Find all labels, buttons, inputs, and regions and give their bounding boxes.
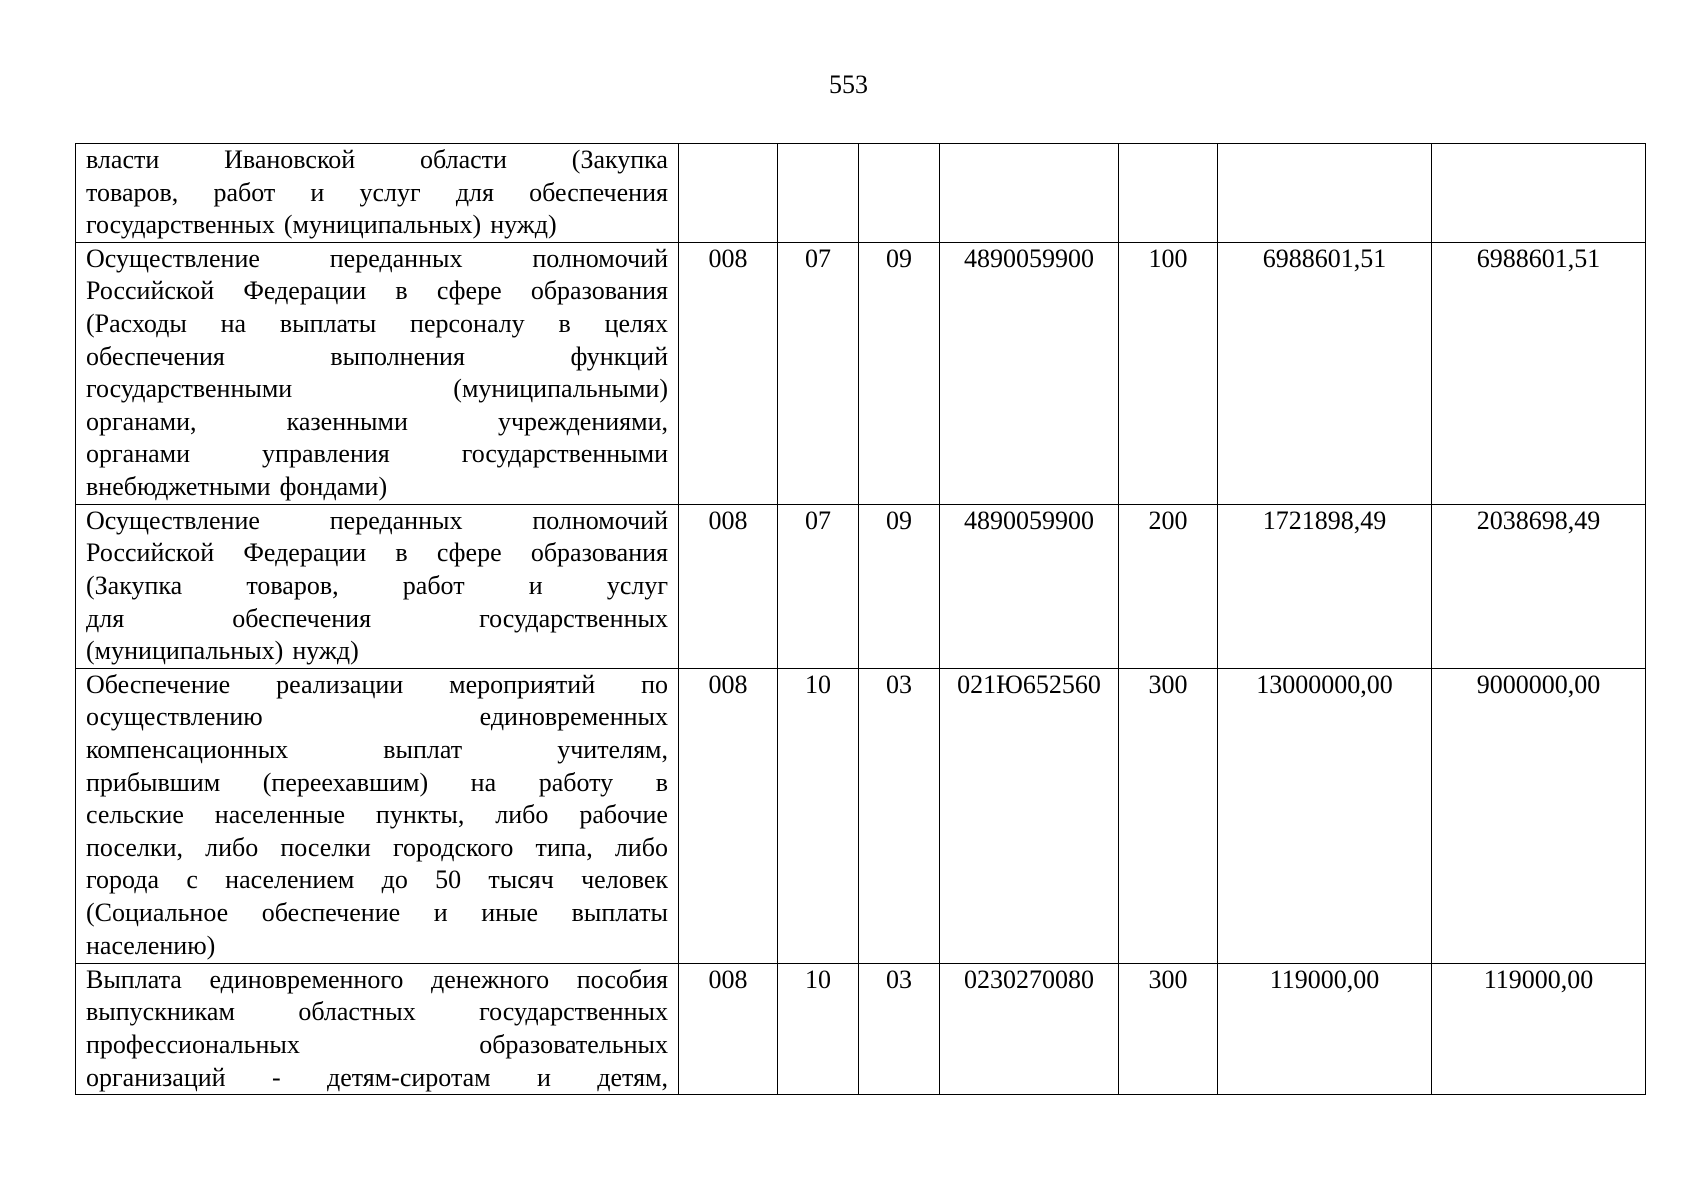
target-article-cell: 4890059900 [940,504,1119,668]
expense-type-cell: 300 [1119,668,1218,963]
description-line: профессиональных образовательных [86,1029,668,1059]
target-article-cell: 4890059900 [940,242,1119,504]
grbs-cell: 008 [679,668,778,963]
subsection-cell: 09 [859,242,940,504]
table-body [76,144,1646,1095]
description-line: компенсационных выплат учителям, [86,734,668,764]
subsection-cell: 03 [859,668,940,963]
description-cell [76,144,679,243]
table-row [76,504,1646,668]
description-line: государственных (муниципальных) нужд) [86,210,557,240]
description-line: Российской Федерации в сфере образования [86,538,668,568]
section-cell: 07 [778,504,859,668]
table-row [76,963,1646,1094]
description-line: сельские населенные пункты, либо рабочие [86,800,668,830]
target-article-cell [940,144,1119,243]
amount-year-1-cell: 1721898,49 [1218,504,1432,668]
description-line: (Расходы на выплаты персоналу в целях [86,308,668,338]
description-line: (муниципальных) нужд) [86,636,359,666]
description-line: обеспечения выполнения функций [86,341,668,371]
amount-year-2-cell [1432,144,1646,243]
description-line: Обеспечение реализации мероприятий по [86,669,668,699]
description-line: для обеспечения государственных [86,603,668,633]
description-line: Выплата единовременного денежного пособия [86,964,668,994]
section-cell: 10 [778,963,859,1094]
budget-table [75,143,1646,1095]
description-line: власти Ивановской области (Закупка [86,145,668,174]
page-number: 553 [829,70,868,99]
grbs-cell: 008 [679,242,778,504]
description-line: города с населением до 50 тысяч человек [86,865,668,895]
table-row [76,242,1646,504]
section-cell: 10 [778,668,859,963]
grbs-cell: 008 [679,963,778,1094]
amount-year-1-cell: 6988601,51 [1218,242,1432,504]
subsection-cell: 03 [859,963,940,1094]
description-cell [76,242,679,504]
amount-year-1-cell: 13000000,00 [1218,668,1432,963]
amount-year-2-cell: 119000,00 [1432,963,1646,1094]
target-article-cell: 021Ю652560 [940,668,1119,963]
section-cell: 07 [778,242,859,504]
description-line: государственными (муниципальными) [86,374,668,404]
amount-year-2-cell: 6988601,51 [1432,242,1646,504]
amount-year-1-cell: 119000,00 [1218,963,1432,1094]
grbs-cell [679,144,778,243]
description-line: органами управления государственными [86,439,668,469]
table-row [76,144,1646,243]
description-line: (Закупка товаров, работ и услуг [86,570,668,600]
expense-type-cell: 100 [1119,242,1218,504]
description-cell [76,963,679,1094]
description-line: Осуществление переданных полномочий [86,243,668,273]
amount-year-2-cell: 9000000,00 [1432,668,1646,963]
description-cell [76,668,679,963]
subsection-cell [859,144,940,243]
description-line: населению) [86,930,216,960]
description-line: органами, казенными учреждениями, [86,406,668,436]
description-line: осуществлению единовременных [86,702,668,732]
description-line: прибывшим (переехавшим) на работу в [86,767,668,797]
description-line: поселки, либо поселки городского типа, либо [86,832,668,862]
description-line: организаций - детям-сиротам и детям, [86,1062,668,1092]
target-article-cell: 0230270080 [940,963,1119,1094]
expense-type-cell [1119,144,1218,243]
description-line: выпускникам областных государственных [86,997,668,1027]
amount-year-1-cell [1218,144,1432,243]
expense-type-cell: 300 [1119,963,1218,1094]
description-line: (Социальное обеспечение и иные выплаты [86,897,668,927]
expense-type-cell: 200 [1119,504,1218,668]
grbs-cell: 008 [679,504,778,668]
subsection-cell: 09 [859,504,940,668]
description-line: Российской Федерации в сфере образования [86,276,668,306]
section-cell [778,144,859,243]
description-line: товаров, работ и услуг для обеспечения [86,177,668,207]
description-line: внебюджетными фондами) [86,471,388,501]
description-cell [76,504,679,668]
amount-year-2-cell: 2038698,49 [1432,504,1646,668]
table-row [76,668,1646,963]
description-line: Осуществление переданных полномочий [86,505,668,535]
